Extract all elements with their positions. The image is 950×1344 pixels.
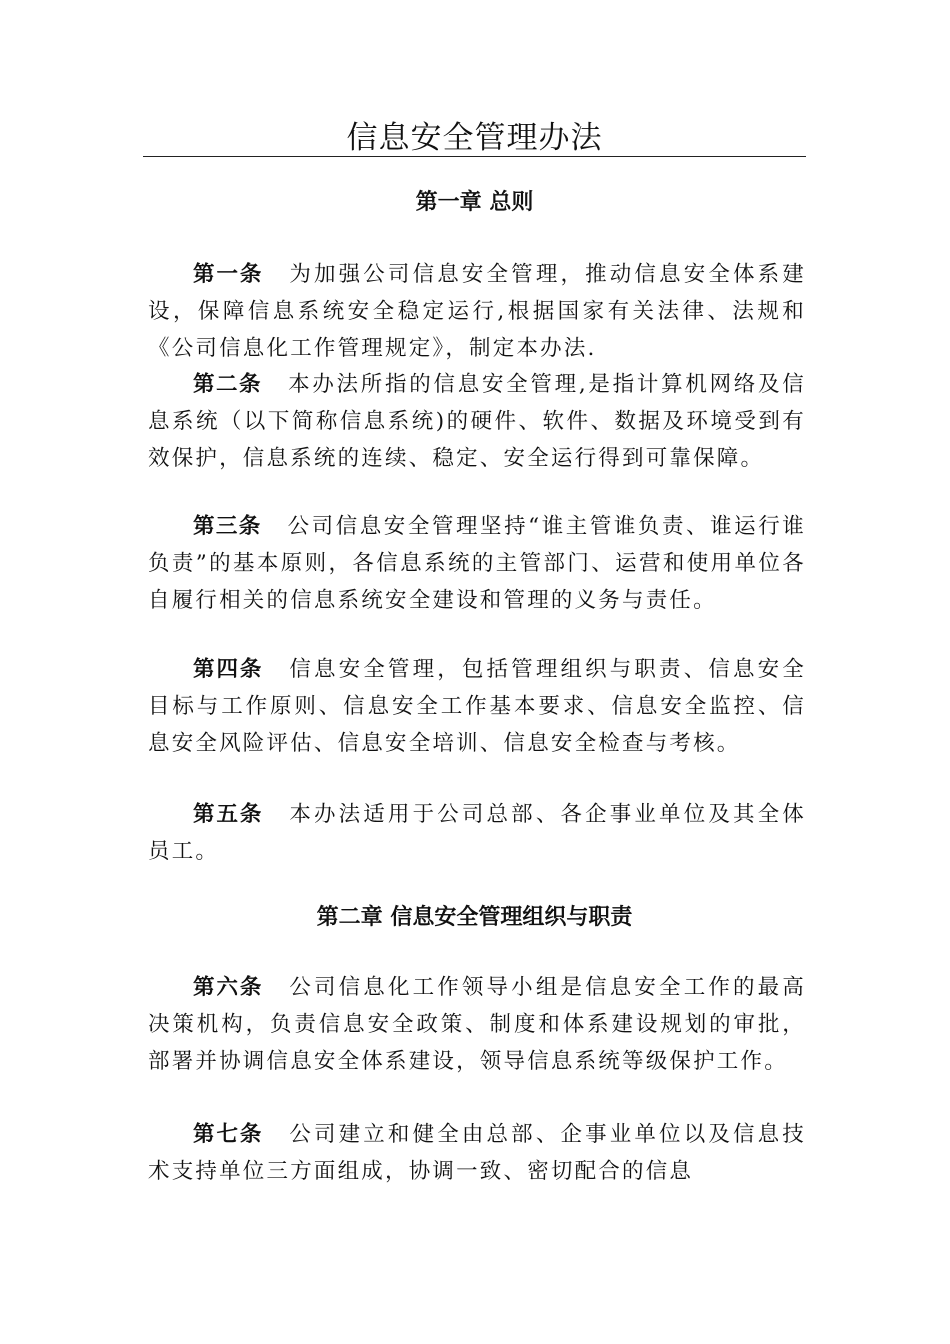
article-number: 第二条 [193,372,263,397]
chapter-heading-2: 第二章 信息安全管理组织与职责 [316,905,633,930]
article-4 [148,652,806,762]
article-3 [148,509,806,619]
article-text: 为加强公司信息安全管理，推动信息安全体系建设，保障信息系统安全稳定运行,根据国家有关法律、法规和《公司信息化工作管理规定》，制定本办法. [148,262,806,361]
article-5 [148,797,806,871]
article-number: 第七条 [193,1122,264,1147]
article-text: 公司信息安全管理坚持“谁主管谁负责、谁运行谁负责”的基本原则，各信息系统的主管部门、运营和使用单位各自履行相关的信息系统安全建设和管理的义务与责任。 [148,514,806,613]
article-number: 第三条 [193,514,262,539]
article-1 [148,257,806,367]
article-number: 第五条 [193,802,264,827]
title-underline [143,156,806,157]
article-2 [148,367,806,477]
document-title: 信息安全管理办法 [346,120,603,156]
article-text: 信息安全管理，包括管理组织与职责、信息安全目标与工作原则、信息安全工作基本要求、信息安全监控、信息安全风险评估、信息安全培训、信息安全检查与考核。 [148,657,806,756]
article-number: 第一条 [193,262,264,287]
article-text: 公司信息化工作领导小组是信息安全工作的最高决策机构，负责信息安全政策、制度和体系建设规划的审批，部署并协调信息安全体系建设，领导信息系统等级保护工作。 [148,975,806,1074]
article-6 [148,970,806,1080]
article-text: 本办法所指的信息安全管理,是指计算机网络及信息系统（以下简称信息系统)的硬件、软件、数据及环境受到有效保护，信息系统的连续、稳定、安全运行得到可靠保障。 [148,372,806,471]
article-number: 第六条 [193,975,264,1000]
article-text: 公司建立和健全由总部、企事业单位以及信息技术支持单位三方面组成，协调一致、密切配合的信息 [148,1122,806,1184]
article-text: 本办法适用于公司总部、各企事业单位及其全体员工。 [148,802,806,864]
chapter-heading-1: 第一章 总则 [415,190,534,215]
article-number: 第四条 [193,657,264,682]
article-7 [148,1117,806,1191]
